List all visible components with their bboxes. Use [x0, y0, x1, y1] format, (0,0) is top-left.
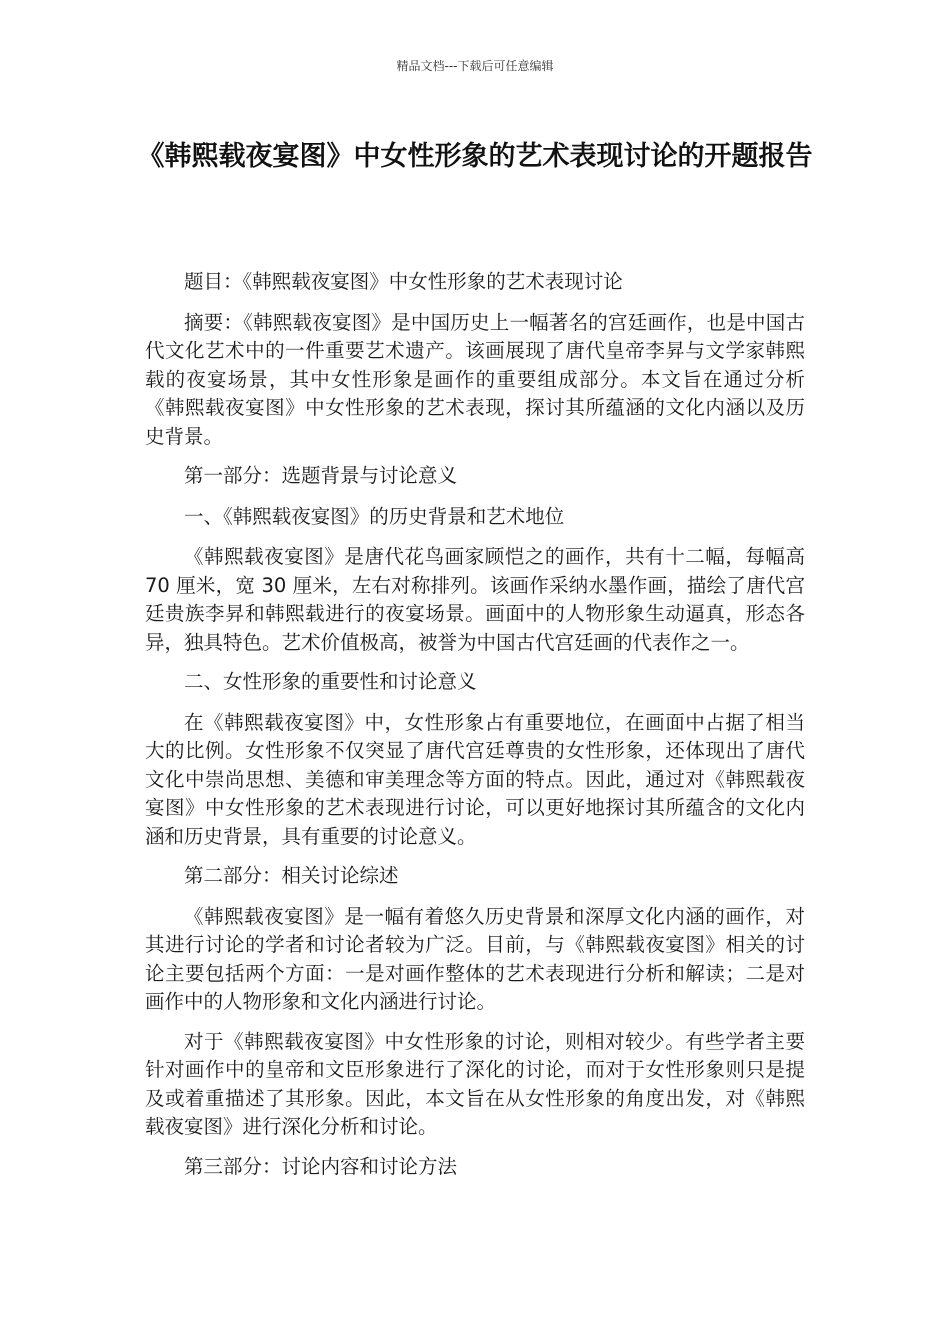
body-paragraph: 在《韩熙载夜宴图》中，女性形象占有重要地位，在画面中占据了相当大的比例。女性形象不仅突显了唐代宫廷尊贵的女性形象，还体现出了唐代文化中崇尚思想、美德和审美理念等方面的特点。因此，通过对《韩熙载夜宴图》中女性形象的艺术表现进行讨论，可以更好地探讨其所蕴含的文化内涵和历史背景，具有重要的讨论意义。: [145, 710, 805, 848]
section-heading-part-one: 第一部分：选题背景与讨论意义: [184, 464, 458, 487]
body-paragraph: 对于《韩熙载夜宴图》中女性形象的讨论，则相对较少。有些学者主要针对画作中的皇帝和文臣形象进行了深化的讨论，而对于女性形象则只是提及或着重描述了其形象。因此，本文旨在从女性形象的角度出发，对《韩熙载夜宴图》进行深化分析和讨论。: [145, 1029, 805, 1138]
body-paragraph: 《韩熙载夜宴图》是一幅有着悠久历史背景和深厚文化内涵的画作，对其进行讨论的学者和讨论者较为广泛。目前，与《韩熙载夜宴图》相关的讨论主要包括两个方面：一是对画作整体的艺术表现进行分析和解读；二是对画作中的人物形象和文化内涵进行讨论。: [145, 904, 805, 1013]
topic-line: 题目：《韩熙载夜宴图》中女性形象的艺术表现讨论: [184, 270, 623, 293]
document-title: 《韩熙载夜宴图》中女性形象的艺术表现讨论的开题报告: [137, 141, 813, 172]
document-body: [145, 268, 805, 1193]
section-heading-part-three: 第三部分：讨论内容和讨论方法: [184, 1154, 458, 1178]
body-paragraph: 《韩熙载夜宴图》是唐代花鸟画家顾恺之的画作，共有十二幅，每幅高 70 厘米，宽 30 厘米，左右对称排列。该画作采纳水墨作画，描绘了唐代宫廷贵族李昇和韩熙载进行的夜宴场景。画面中的人物形象生动逼真，形态各异，独具特色。艺术价值极高，被誉为中国古代宫廷画的代表作之一。: [145, 545, 805, 654]
section-heading-part-two: 第二部分：相关讨论综述: [184, 864, 399, 887]
subsection-heading-importance: 二、女性形象的重要性和讨论意义: [184, 670, 477, 693]
abstract-paragraph: 摘要：《韩熙载夜宴图》是中国历史上一幅著名的宫廷画作，也是中国古代文化艺术中的一件重要艺术遗产。该画展现了唐代皇帝李昇与文学家韩熙载的夜宴场景，其中女性形象是画作的重要组成部分。本文旨在通过分析《韩熙载夜宴图》中女性形象的艺术表现，探讨其所蕴涵的文化内涵以及历史背景。: [145, 310, 805, 448]
subsection-heading-history: 一、《韩熙载夜宴图》的历史背景和艺术地位: [184, 504, 565, 528]
page-header: 精品文档---下载后可任意编辑: [396, 59, 554, 73]
